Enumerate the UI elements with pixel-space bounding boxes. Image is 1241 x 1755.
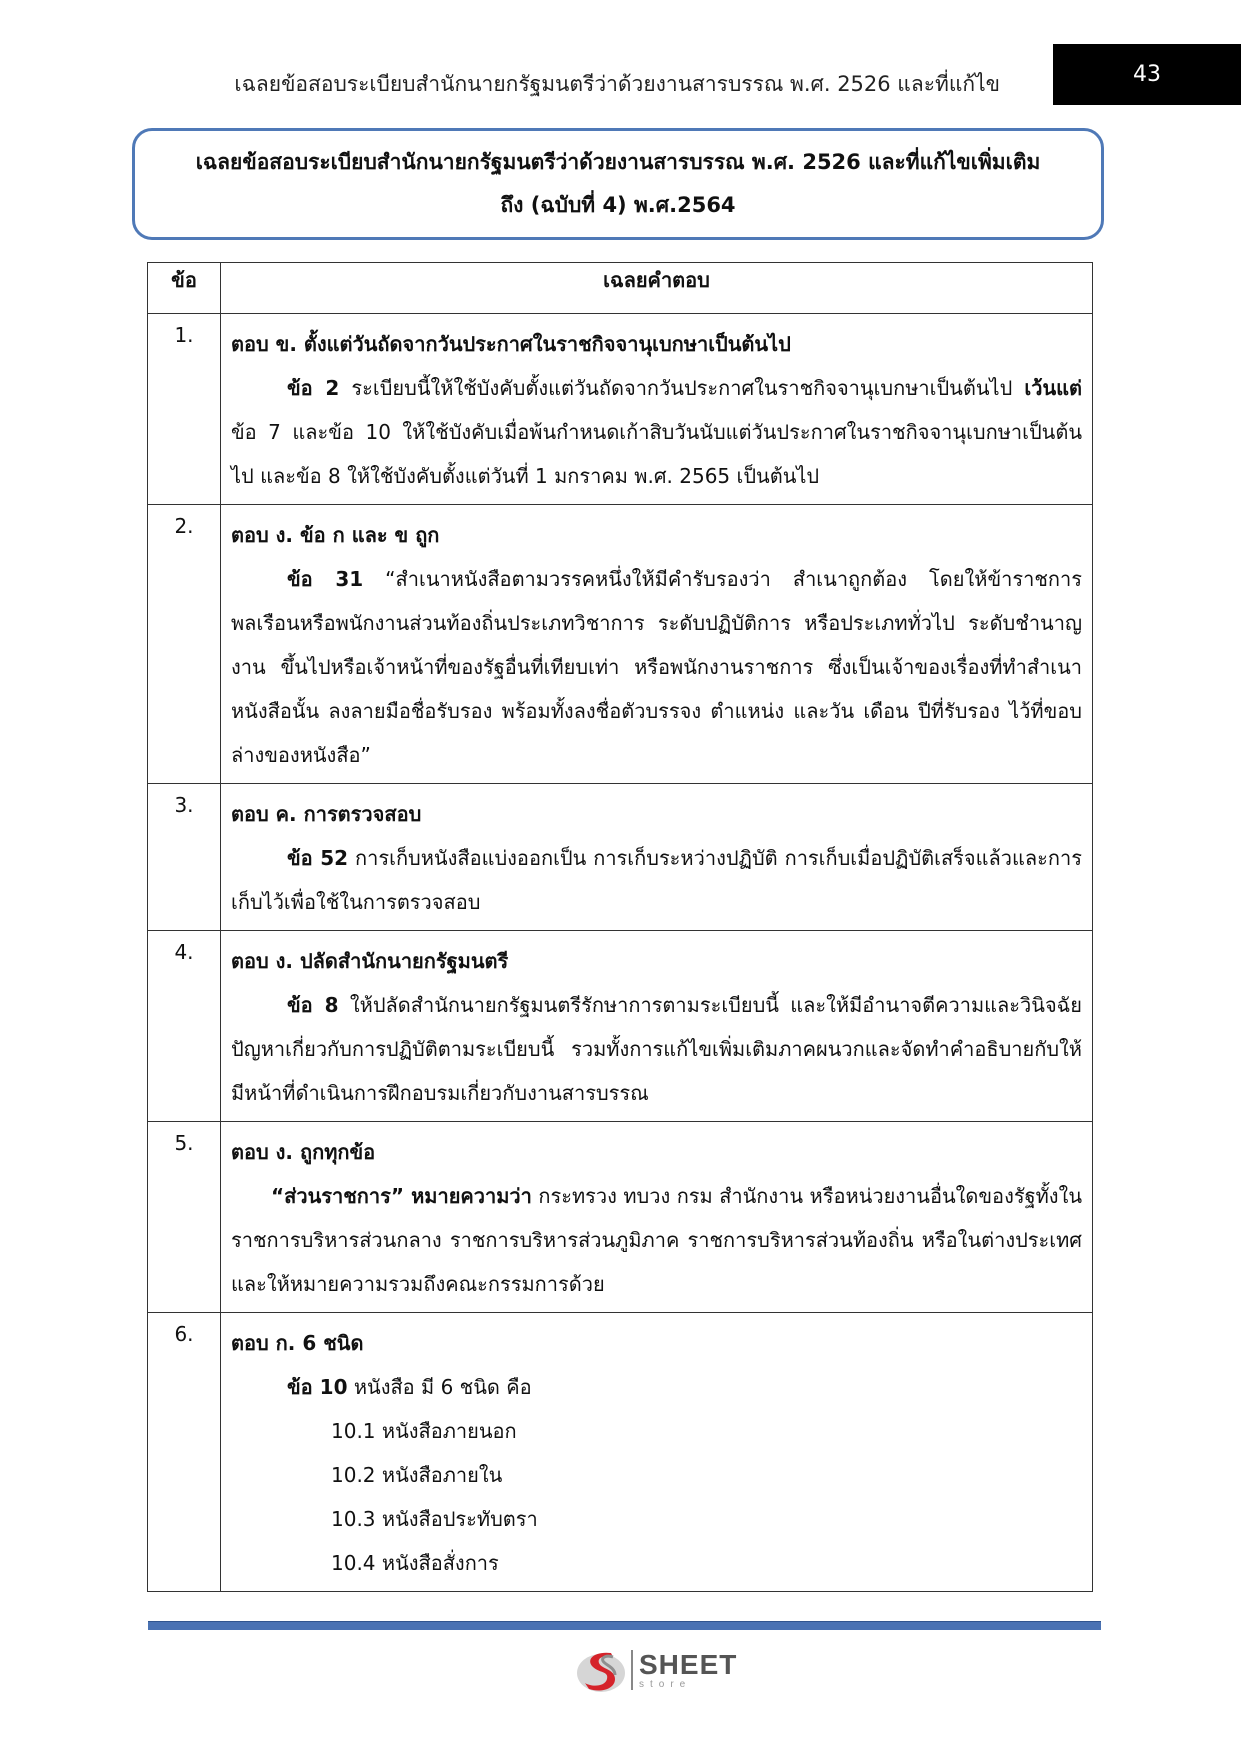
explanation-text: “สำเนาหนังสือตามวรรคหนึ่งให้มีคำรับรองว่า สำเนาถูกต้อง โดยให้ข้าราชการพลเรือนหรือพนักงานส่วนท้องถิ่นประเภทวิชาการ ระดับปฏิบัติการ หรือประเภททั่วไป ระดับชำนาญงาน ขึ้นไปหรือเจ้าหน้าที่ของรัฐอื่นที่เทียบเท่า หรือพนักงานราชการ ซึ่งเป็นเจ้าของเรื่องที่ทำสำเนาหนังสือนั้น ลงลายมือชื่อรับรอง พร้อมทั้งลงชื่อตัวบรรจง ตำแหน่ง และวัน เดือน ปีที่รับรอง ไว้ที่ขอบล่างของหนังสือ” [231, 567, 1082, 767]
explanation-text: การเก็บหนังสือแบ่งออกเป็น การเก็บระหว่างปฏิบัติ การเก็บเมื่อปฏิบัติเสร็จแล้วและการเก็บไว้เพื่อใช้ในการตรวจสอบ [231, 846, 1082, 914]
table-row [148, 314, 1093, 505]
logo-sub: store [639, 1678, 692, 1690]
clause-ref: ข้อ 8 [287, 993, 339, 1017]
explanation-text: หนังสือ มี 6 ชนิด คือ [347, 1375, 532, 1399]
answer-table [147, 262, 1093, 1592]
explanation [231, 983, 1082, 1115]
column-header-answer: เฉลยคำตอบ [221, 263, 1093, 314]
question-number: 6. [148, 1313, 221, 1592]
logo-text [639, 1648, 738, 1690]
footer-logo [575, 1645, 745, 1695]
explanation [231, 557, 1082, 777]
explanation-text: ให้ปลัดสำนักนายกรัฐมนตรีรักษาการตามระเบียบนี้ และให้มีอำนาจตีความและวินิจฉัยปัญหาเกี่ยวกับการปฏิบัติตามระเบียบนี้ รวมทั้งการแก้ไขเพิ่มเติมภาคผนวกและจัดทำคำอธิบายกับให้มีหน้าที่ดำเนินการฝึกอบรมเกี่ยวกับงานสารบรรณ [231, 993, 1083, 1105]
title-line-1: เฉลยข้อสอบระเบียบสำนักนายกรัฐมนตรีว่าด้วยงานสารบรรณ พ.ศ. 2526 และที่แก้ไขเพิ่มเติม [195, 150, 1041, 174]
table-row [148, 784, 1093, 931]
answer-choice: ตอบ ก. 6 ชนิด [231, 1331, 364, 1355]
list-item: 10.3 หนังสือประทับตรา [331, 1507, 538, 1531]
footer-rule [148, 1621, 1101, 1630]
explanation [231, 836, 1082, 924]
column-header-no: ข้อ [148, 263, 221, 314]
title-line-2: ถึง (ฉบับที่ 4) พ.ศ.2564 [500, 193, 736, 217]
answer-cell [221, 1122, 1093, 1313]
page-number: 43 [1053, 44, 1241, 105]
question-number: 4. [148, 931, 221, 1122]
clause-keyword: เว้นแต่ [1024, 376, 1082, 400]
answer-cell [221, 505, 1093, 784]
explanation [231, 366, 1082, 498]
explanation [231, 1174, 1082, 1306]
table-row [148, 931, 1093, 1122]
clause-ref: ข้อ 52 [287, 846, 349, 870]
answer-choice: ตอบ ง. ถูกทุกข้อ [231, 1140, 376, 1164]
sheet-store-logo-icon [575, 1645, 627, 1695]
table-row [148, 1122, 1093, 1313]
question-number: 5. [148, 1122, 221, 1313]
answer-cell [221, 314, 1093, 505]
clause-ref: ข้อ 31 [287, 567, 364, 591]
answer-cell [221, 1313, 1093, 1592]
answer-choice: ตอบ ข. ตั้งแต่วันถัดจากวันประกาศในราชกิจจานุเบกษาเป็นต้นไป [231, 332, 791, 356]
answer-cell [221, 784, 1093, 931]
list-item: 10.2 หนังสือภายใน [331, 1463, 503, 1487]
answer-choice: ตอบ ง. ปลัดสำนักนายกรัฐมนตรี [231, 949, 509, 973]
question-number: 3. [148, 784, 221, 931]
answer-choice: ตอบ ง. ข้อ ก และ ข ถูก [231, 523, 440, 547]
table-row [148, 1313, 1093, 1592]
explanation-text: ระเบียบนี้ให้ใช้บังคับตั้งแต่วันถัดจากวันประกาศในราชกิจจานุเบกษาเป็นต้นไป [339, 376, 1025, 400]
question-number: 2. [148, 505, 221, 784]
answer-choice: ตอบ ค. การตรวจสอบ [231, 802, 422, 826]
list-item: 10.4 หนังสือสั่งการ [331, 1551, 499, 1575]
clause-ref: ข้อ 10 [287, 1375, 348, 1399]
logo-divider [631, 1650, 633, 1690]
clause-ref: ข้อ 2 [287, 376, 340, 400]
logo-word: SHEET [639, 1648, 738, 1680]
explanation-text: กระทรวง ทบวง กรม สำนักงาน หรือหน่วยงานอื่นใดของรัฐทั้งในราชการบริหารส่วนกลาง ราชการบริหารส่วนภูมิภาค ราชการบริหารส่วนท้องถิ่น หรือในต่างประเทศและให้หมายความรวมถึงคณะกรรมการด้วย [231, 1184, 1083, 1296]
running-header: เฉลยข้อสอบระเบียบสำนักนายกรัฐมนตรีว่าด้วยงานสารบรรณ พ.ศ. 2526 และที่แก้ไข [234, 72, 1000, 96]
explanation [231, 1365, 1082, 1409]
definition-term: “ส่วนราชการ” หมายความว่า [271, 1184, 532, 1208]
question-number: 1. [148, 314, 221, 505]
list-item: 10.1 หนังสือภายนอก [331, 1419, 517, 1443]
table-row [148, 505, 1093, 784]
answer-cell [221, 931, 1093, 1122]
table-header-row [148, 263, 1093, 314]
explanation-text-2: ข้อ 7 และข้อ 10 ให้ใช้บังคับเมื่อพ้นกำหนดเก้าสิบวันนับแต่วันประกาศในราชกิจจานุเบกษาเป็นต้นไป และข้อ 8 ให้ใช้บังคับตั้งแต่วันที่ 1 มกราคม พ.ศ. 2565 เป็นต้นไป [231, 420, 1082, 488]
title-box [132, 128, 1104, 240]
